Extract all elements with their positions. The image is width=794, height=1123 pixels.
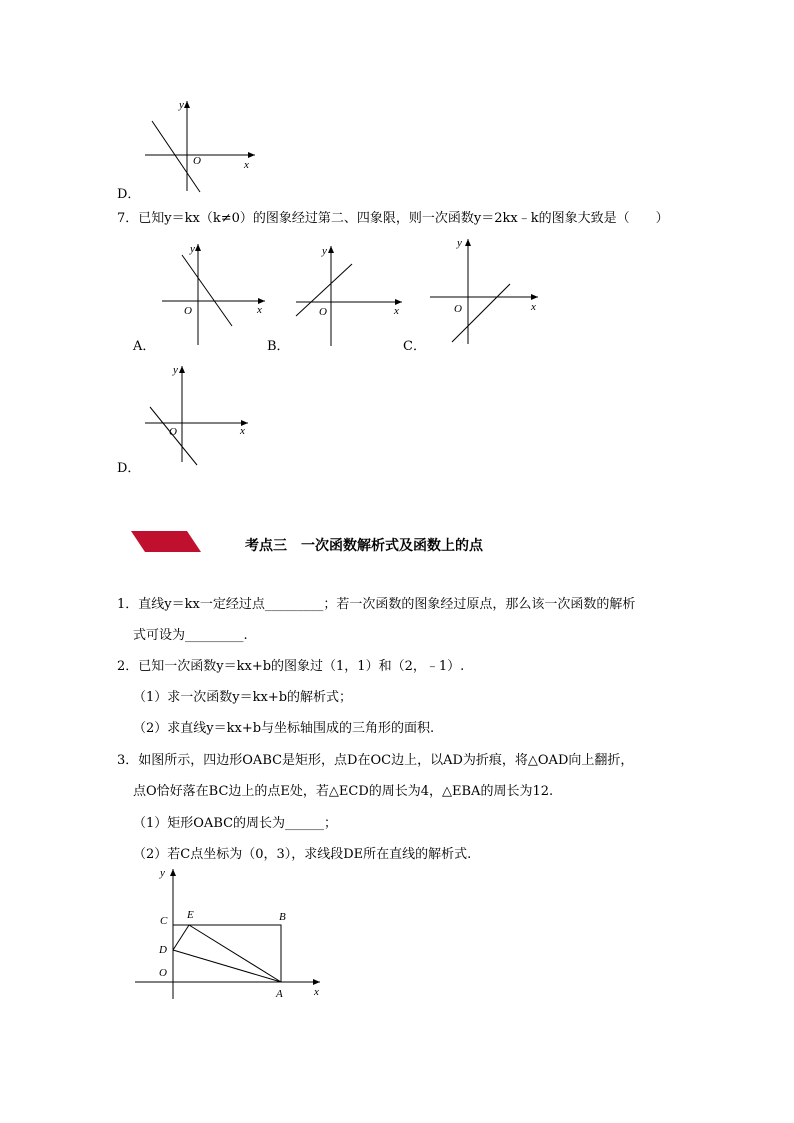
x-axis-label: x — [244, 159, 249, 171]
y-axis-label: y — [160, 867, 165, 879]
p3-sub2: （2）若C点坐标为（0，3），求线段DE所在直线的解析式. — [133, 847, 472, 862]
x-axis-label: x — [240, 425, 245, 437]
y-axis-label: y — [179, 99, 184, 111]
rectangle-figure — [130, 864, 330, 1004]
y-axis-label: y — [173, 364, 178, 376]
origin-label: O — [319, 306, 327, 318]
p2-sub1: （1）求一次函数y＝kx+b的解析式； — [133, 690, 353, 705]
option-d-label: D． — [117, 461, 141, 476]
origin-label: O — [193, 155, 201, 167]
point-b-label: B — [279, 911, 286, 923]
option-b-label: B． — [267, 339, 290, 354]
q7-d-graph — [140, 362, 260, 472]
y-arrow — [179, 366, 185, 373]
option-a-label: A． — [133, 339, 156, 354]
point-c-label: C — [160, 915, 168, 927]
y-arrow — [195, 244, 201, 251]
origin-label: O — [169, 426, 177, 438]
x-axis-label: x — [257, 304, 262, 316]
x-axis-label: x — [531, 301, 536, 313]
segment-de — [173, 925, 189, 950]
section-banner — [131, 531, 203, 555]
origin-label: O — [184, 305, 192, 317]
option-d-label: D． — [117, 187, 141, 202]
y-arrow — [170, 869, 176, 876]
y-arrow — [465, 239, 471, 246]
point-a-label: A — [276, 988, 283, 1000]
q7-text: 7．已知y＝kx（k≠0）的图象经过第二、四象限，则一次函数y＝2kx﹣k的图象大致是（ ） — [117, 211, 669, 226]
rectangle-oabc — [173, 925, 281, 982]
q7-a-graph — [160, 240, 280, 350]
segment-da — [173, 950, 281, 982]
y-axis-label: y — [322, 245, 327, 257]
p3-line1: 3．如图所示，四边形OABC是矩形，点D在OC边上，以AD为折痕，将△OAD向上翻折， — [117, 753, 634, 768]
p3-sub1: （1）矩形OABC的周长为______； — [133, 816, 338, 831]
p2-sub2: （2）求直线y＝kx+b与坐标轴围成的三角形的面积. — [133, 721, 435, 736]
x-axis-label: x — [314, 986, 319, 998]
origin-label: O — [159, 967, 167, 979]
point-e-label: E — [187, 909, 194, 921]
y-arrow — [184, 101, 190, 108]
section-title: 考点三 一次函数解析式及函数上的点 — [245, 538, 483, 554]
origin-label: O — [454, 303, 462, 315]
p1-line1: 1．直线y＝kx一定经过点_________；若一次函数的图象经过原点，那么该一次函数的解析 — [117, 597, 636, 612]
q7-c-graph — [428, 236, 548, 346]
segment-ea — [189, 925, 281, 982]
x-arrow — [531, 294, 538, 300]
top-graph-svg — [140, 96, 280, 196]
point-d-label: D — [159, 944, 167, 956]
p3-line2: 点O恰好落在BC边上的点E处，若△ECD的周长为4，△EBA的周长为12. — [133, 784, 554, 799]
p2-line1: 2．已知一次函数y＝kx+b的图象过（1，1）和（2，﹣1）. — [117, 659, 465, 674]
banner-shape — [131, 531, 201, 552]
y-axis-label: y — [457, 237, 462, 249]
q7-b-graph — [294, 240, 414, 350]
x-arrow — [248, 152, 255, 158]
p1-line2: 式可设为_________. — [133, 628, 248, 643]
y-axis-label: y — [190, 243, 195, 255]
y-arrow — [328, 246, 334, 253]
x-axis-label: x — [394, 305, 399, 317]
x-arrow — [313, 979, 320, 985]
option-c-label: C． — [403, 339, 426, 354]
